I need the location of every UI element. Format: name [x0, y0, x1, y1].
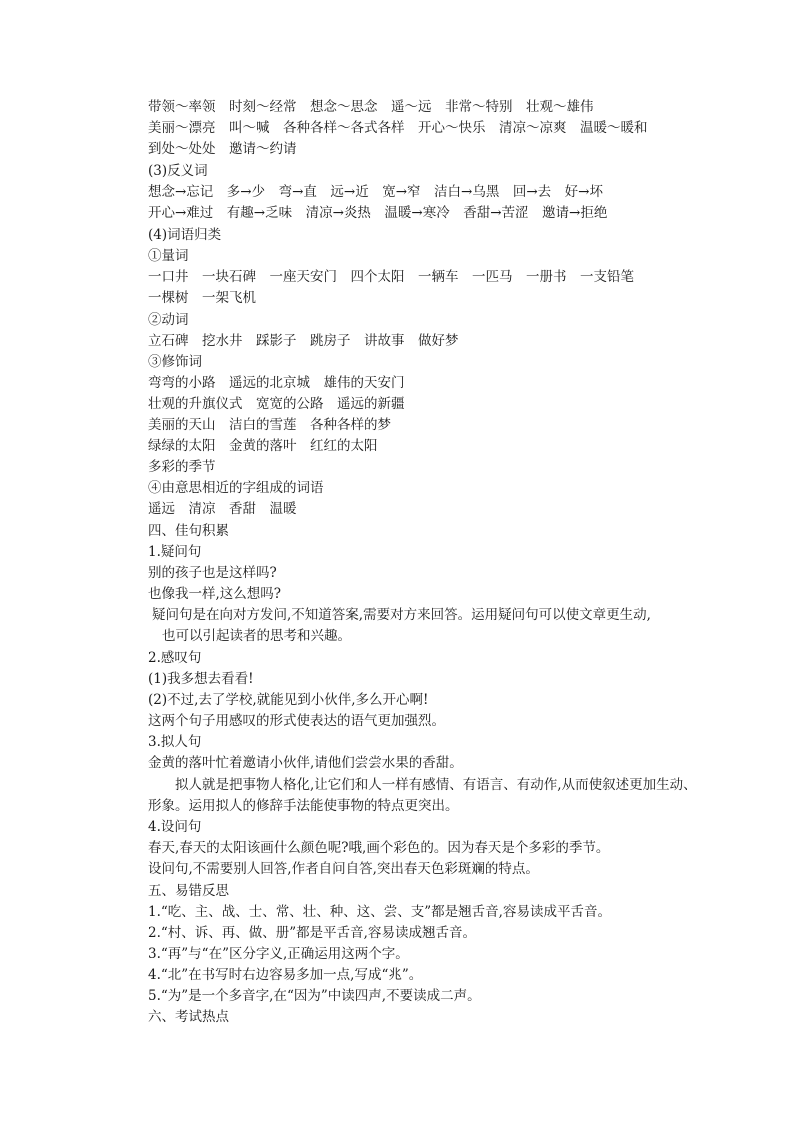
text-line: (1)我多想去看看! — [148, 671, 254, 687]
text-line: 别的孩子也是这样吗? — [148, 565, 277, 581]
text-line: 1.疑问句 — [148, 544, 202, 560]
text-line: 也可以引起读者的思考和兴趣。 — [162, 628, 351, 644]
text-line: 4.设问句 — [148, 819, 202, 835]
text-line: 遥远 清凉 香甜 温暖 — [148, 501, 297, 517]
text-line: 弯弯的小路 遥远的北京城 雄伟的天安门 — [148, 375, 405, 391]
text-line: 五、易错反思 — [148, 883, 229, 899]
text-line: 3.拟人句 — [148, 734, 202, 750]
text-line: 4.“北”在书写时右边容易多加一点,写成“兆”。 — [148, 967, 423, 983]
text-line: 美丽的天山 洁白的雪莲 各种各样的梦 — [148, 417, 391, 433]
text-line: 美丽～漂亮 叫～喊 各种各样～各式各样 开心～快乐 清凉～凉爽 温暖～暖和 — [148, 120, 648, 136]
text-line: ③修饰词 — [148, 354, 202, 370]
text-line: 六、考试热点 — [148, 1009, 229, 1025]
text-line: 疑问句是在向对方发问,不知道答案,需要对方来回答。运用疑问句可以使文章更生动, — [152, 607, 651, 623]
text-line: ④由意思相近的字组成的词语 — [148, 480, 324, 496]
text-line: 多彩的季节 — [148, 459, 216, 475]
text-line: 5.“为”是一个多音字,在“因为”中读四声,不要读成二声。 — [148, 988, 481, 1004]
text-line: 形象。运用拟人的修辞手法能使事物的特点更突出。 — [148, 798, 459, 814]
text-line: 也像我一样,这么想吗? — [148, 586, 282, 602]
text-line: 设问句,不需要别人回答,作者自问自答,突出春天色彩斑斓的特点。 — [148, 861, 539, 877]
text-line: (3)反义词 — [148, 163, 208, 179]
text-line: 一棵树 一架飞机 — [148, 290, 256, 306]
text-line: 这两个句子用感叹的形式使表达的语气更加强烈。 — [148, 713, 445, 729]
text-line: 春天,春天的太阳该画什么颜色呢?哦,画个彩色的。因为春天是个多彩的季节。 — [148, 840, 610, 856]
text-line: 一口井 一块石碑 一座天安门 四个太阳 一辆车 一匹马 一册书 一支铅笔 — [148, 269, 634, 285]
text-line: 想念→忘记 多→少 弯→直 远→近 宽→窄 洁白→乌黑 回→去 好→坏 — [148, 184, 603, 200]
text-line: 绿绿的太阳 金黄的落叶 红红的太阳 — [148, 438, 378, 454]
text-line: 带领～率领 时刻～经常 想念～思念 遥～远 非常～特别 壮观～雄伟 — [148, 99, 594, 115]
text-line: 2.“村、诉、再、做、册”都是平舌音,容易读成翘舌音。 — [148, 925, 476, 941]
text-line: ①量词 — [148, 248, 189, 264]
text-line: 2.感叹句 — [148, 650, 202, 666]
text-line: 四、佳句积累 — [148, 523, 229, 539]
text-line: 开心→难过 有趣→乏味 清凉→炎热 温暖→寒冷 香甜→苦涩 邀请→拒绝 — [148, 205, 608, 221]
text-line: ②动词 — [148, 312, 189, 328]
text-line: (4)词语归类 — [148, 227, 222, 243]
text-line: 3.“再”与“在”区分字义,正确运用这两个字。 — [148, 946, 409, 962]
text-line: 1.“吃、主、战、士、常、壮、种、这、尝、支”都是翘舌音,容易读成平舌音。 — [148, 904, 611, 920]
text-line: (2)不过,去了学校,就能见到小伙伴,多么开心啊! — [148, 692, 429, 708]
text-line: 金黄的落叶忙着邀请小伙伴,请他们尝尝水果的香甜。 — [148, 755, 463, 771]
text-line: 立石碑 挖水井 踩影子 跳房子 讲故事 做好梦 — [148, 333, 459, 349]
text-line: 拟人就是把事物人格化,让它们和人一样有感情、有语言、有动作,从而使叙述更加生动、 — [148, 777, 697, 793]
text-line: 壮观的升旗仪式 宽宽的公路 遥远的新疆 — [148, 396, 405, 412]
text-line: 到处～处处 邀请～约请 — [148, 141, 297, 157]
